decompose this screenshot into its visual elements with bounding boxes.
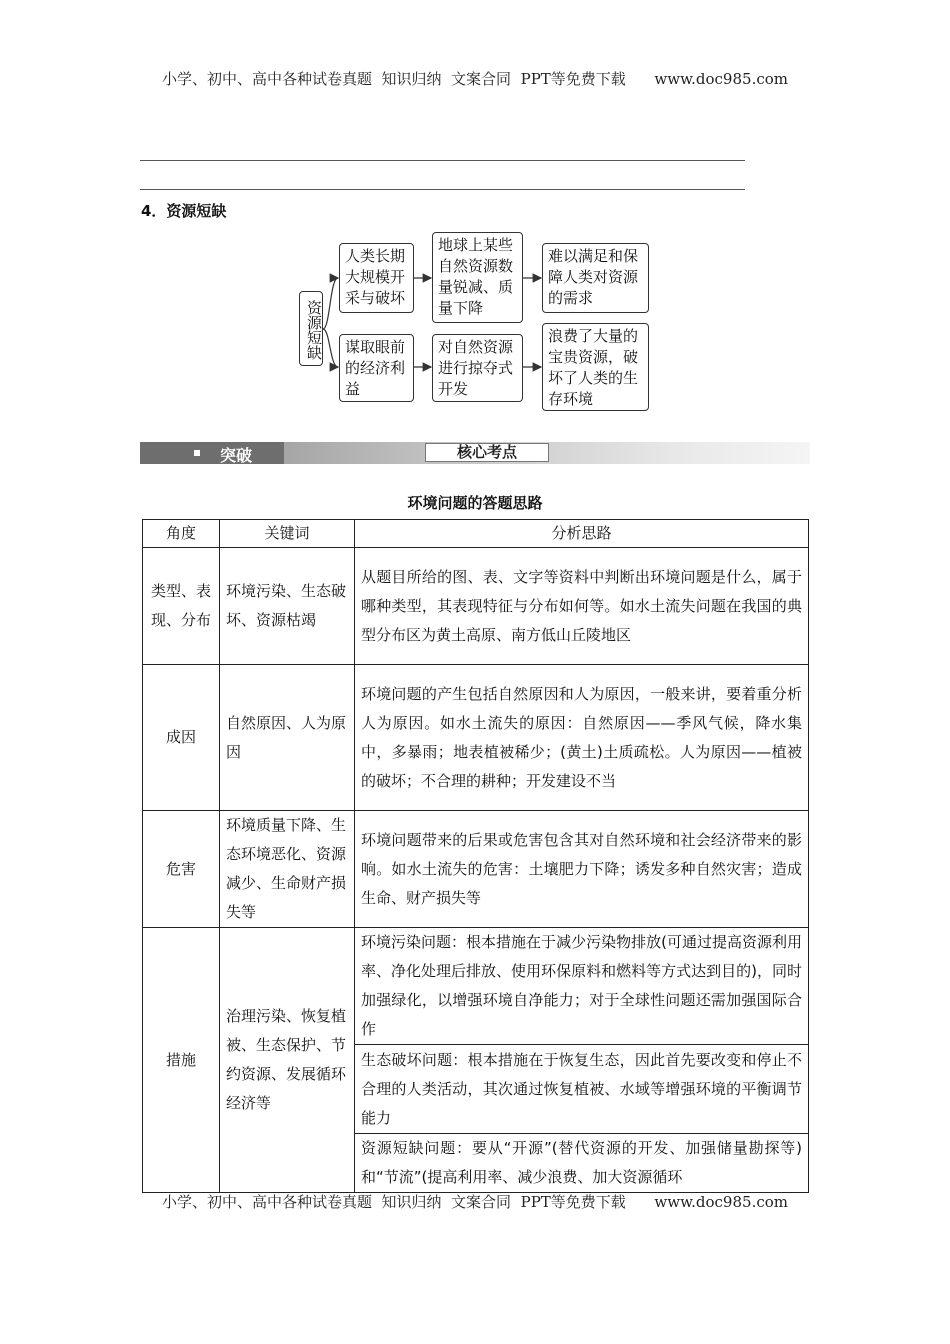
banner-label: 突破 (220, 446, 253, 465)
cell-analysis-resources: 资源短缺问题：要从“开源”(替代资源的开发、加强储量勘探等)和“节流”(提高利用率、减少浪费、加大资源循环 (355, 1134, 809, 1193)
node-r1-cause: 人类长期大规模开采与破坏 (339, 243, 414, 313)
cell-analysis: 环境问题带来的后果或危害包含其对自然环境和社会经济带来的影响。如水土流失的危害：土壤肥力下降；诱发多种自然灾害；造成生命、财产损失等 (355, 811, 809, 928)
table-header-row (143, 520, 809, 548)
table-row (143, 665, 809, 811)
cell-angle: 危害 (143, 811, 220, 928)
table-row (143, 811, 809, 928)
section-heading: 4．资源短缺 (141, 202, 227, 220)
cell-analysis: 从题目所给的图、表、文字等资料中判断出环境问题是什么，属于哪种类型，其表现特征与分布如何等。如水土流失问题在我国的典型分布区为黄土高原、南方低山丘陵地区 (355, 548, 809, 665)
table-title: 环境问题的答题思路 (407, 494, 543, 512)
answer-line-1 (140, 160, 745, 161)
page-header: 小学、初中、高中各种试卷真题 知识归纳 文案合同 PPT等免费下载 www.doc985.com (161, 70, 788, 88)
analysis-table (142, 519, 809, 1193)
cell-keywords: 环境质量下降、生态环境恶化、资源减少、生命财产损失等 (220, 811, 355, 928)
page-footer: 小学、初中、高中各种试卷真题 知识归纳 文案合同 PPT等免费下载 www.doc985.com (161, 1193, 788, 1211)
column-header-analysis: 分析思路 (355, 520, 809, 548)
cell-analysis-pollution: 环境污染问题：根本措施在于减少污染物排放(可通过提高资源利用率、净化处理后排放、使用环保原料和燃料等方式达到目的)，同时加强绿化，以增强环境自净能力；对于全球性问题还需加强国际合作 (355, 928, 809, 1045)
table-row (143, 548, 809, 665)
banner-tab: 核心考点 (425, 443, 549, 462)
node-r2-cause: 谋取眼前的经济利益 (339, 334, 414, 402)
branch-line-bottom (323, 329, 338, 367)
answer-line-2 (140, 189, 745, 190)
cell-angle: 成因 (143, 665, 220, 811)
section-banner (140, 442, 810, 464)
table-row (143, 928, 809, 1045)
cell-keywords: 治理污染、恢复植被、生态保护、节约资源、发展循环经济等 (220, 928, 355, 1193)
square-bullet-icon (194, 450, 200, 456)
cell-analysis-ecology: 生态破坏问题：根本措施在于恢复生态，因此首先要改变和停止不合理的人类活动，其次通过恢复植被、水域等增强环境的平衡调节能力 (355, 1045, 809, 1134)
cell-angle: 类型、表现、分布 (143, 548, 220, 665)
column-header-keywords: 关键词 (220, 520, 355, 548)
cell-keywords: 自然原因、人为原因 (220, 665, 355, 811)
root-node: 资源短缺 (299, 291, 323, 366)
cell-angle: 措施 (143, 928, 220, 1193)
node-r2-effect: 对自然资源进行掠夺式开发 (432, 334, 523, 402)
cell-keywords: 环境污染、生态破坏、资源枯竭 (220, 548, 355, 665)
node-r1-effect: 地球上某些自然资源数量锐减、质量下降 (432, 232, 523, 323)
node-r1-result: 难以满足和保障人类对资源的需求 (542, 243, 649, 313)
cell-analysis: 环境问题的产生包括自然原因和人为原因，一般来讲，要着重分析人为原因。如水土流失的原因：自然原因——季风气候，降水集中，多暴雨；地表植被稀少；(黄土)土质疏松。人为原因——植被的破坏；不合理的耕种；开发建设不当 (355, 665, 809, 811)
node-r2-result: 浪费了大量的宝贵资源，破坏了人类的生存环境 (542, 323, 649, 411)
branch-line-top (323, 278, 338, 329)
column-header-angle: 角度 (143, 520, 220, 548)
